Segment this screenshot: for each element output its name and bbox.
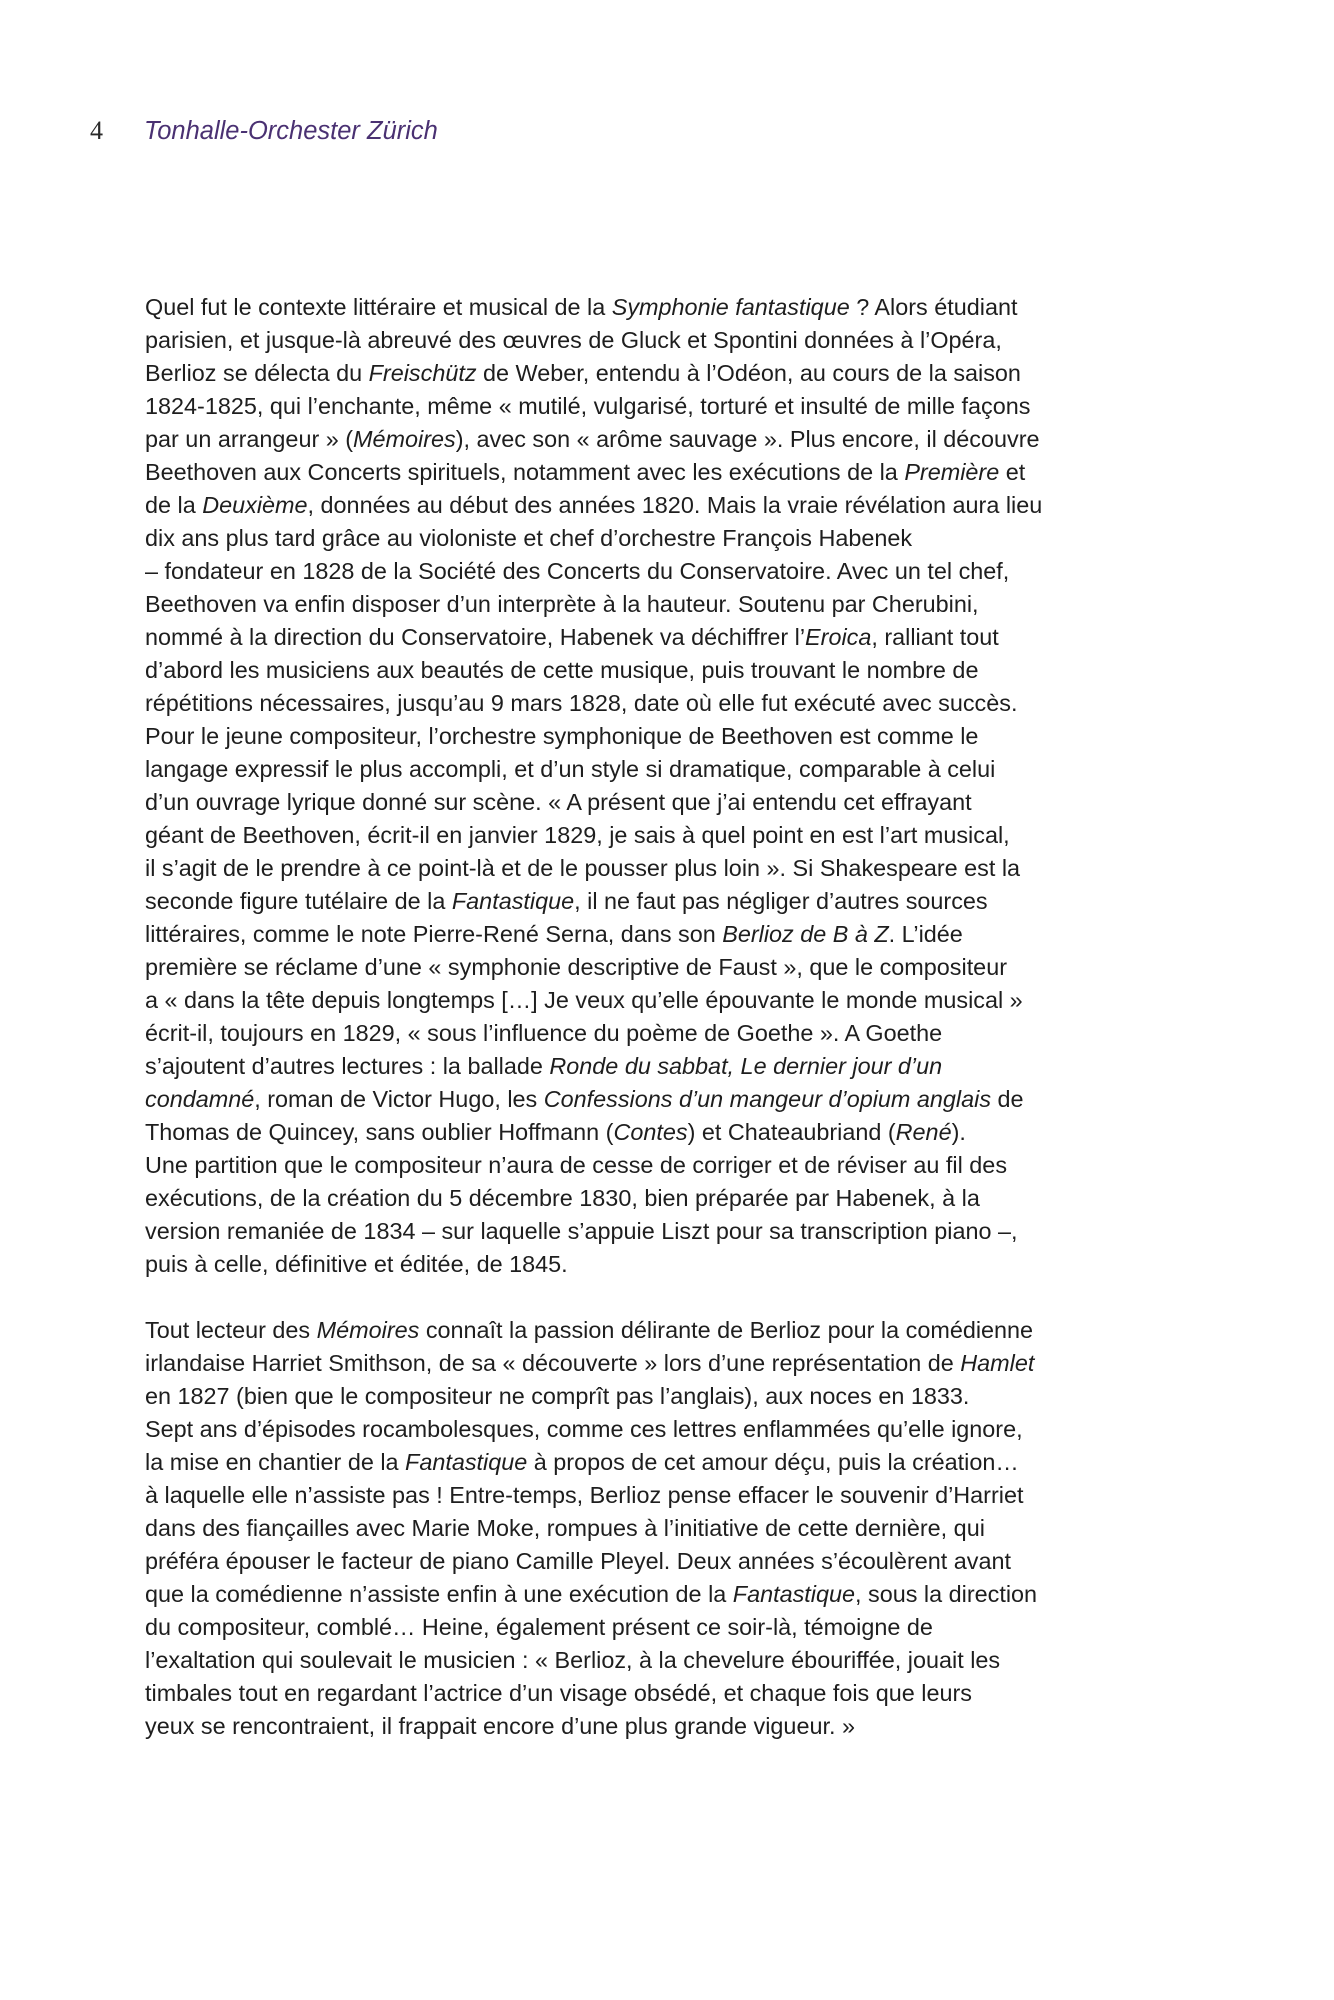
text-run: parisien, et jusque-là abreuvé des œuvres de Gluck et Spontini données à l’Opéra, [145,327,1002,353]
text-run: nommé à la direction du Conservatoire, Habenek va déchiffrer l’ [145,624,806,650]
italic-run: Mémoires [316,1317,420,1343]
text-run: du compositeur, comblé… Heine, également présent ce soir-là, témoigne de [145,1614,933,1640]
text-run: , il ne faut pas négliger d’autres sources [574,888,988,914]
italic-run: Fantastique [405,1449,528,1475]
text-run: ? Alors étudiant [849,294,1018,320]
text-line [145,786,1195,819]
text-run: ) et Chateaubriand ( [687,1119,896,1145]
header-title: Tonhalle-Orchester Zürich [144,117,438,145]
text-run: répétitions nécessaires, jusqu’au 9 mars 1828, date où elle fut exécuté avec succès. [145,690,1018,716]
text-line [145,1380,1195,1413]
text-run: dans des fiançailles avec Marie Moke, rompues à l’initiative de cette dernière, qui [145,1515,985,1541]
text-run: puis à celle, définitive et éditée, de 1845. [145,1251,568,1277]
italic-run: Eroica [805,624,872,650]
italic-run: René [895,1119,952,1145]
italic-run: Freischütz [368,360,477,386]
text-line [145,885,1195,918]
paragraph [145,291,1195,1281]
text-run: à propos de cet amour déçu, puis la création… [527,1449,1019,1475]
text-line [145,951,1195,984]
text-run: Berlioz se délecta du [145,360,369,386]
text-line [145,1677,1195,1710]
text-line [145,918,1195,951]
text-run: – fondateur en 1828 de la Société des Concerts du Conservatoire. Avec un tel chef, [145,558,1010,584]
text-run: , ralliant tout [871,624,999,650]
text-run: Thomas de Quincey, sans oublier Hoffmann ( [145,1119,614,1145]
italic-run: Première [904,459,1000,485]
italic-run: Fantastique [451,888,575,914]
text-line [145,852,1195,885]
text-run: il s’agit de le prendre à ce point-là et de le pousser plus loin ». Si Shakespeare est la [145,855,1021,881]
text-run: version remaniée de 1834 – sur laquelle s’appuie Liszt pour sa transcription piano –, [145,1218,1018,1244]
text-line [145,357,1195,390]
text-run: yeux se rencontraient, il frappait encore d’une plus grande vigueur. » [145,1713,855,1739]
text-line [145,1479,1195,1512]
text-run: , données au début des années 1820. Mais la vraie révélation aura lieu [307,492,1043,518]
text-line [145,984,1195,1017]
text-run: l’exaltation qui soulevait le musicien : « Berlioz, à la chevelure ébouriffée, jouait les [145,1647,1001,1673]
text-line [145,720,1195,753]
italic-run: Berlioz de B à Z [722,921,889,947]
text-run: ). [951,1119,966,1145]
text-run: exécutions, de la création du 5 décembre 1830, bien préparée par Habenek, à la [145,1185,980,1211]
text-run: d’abord les musiciens aux beautés de cette musique, puis trouvant le nombre de [145,657,979,683]
text-run: Tout lecteur des [145,1317,317,1343]
text-line [145,654,1195,687]
text-line [145,324,1195,357]
text-line [145,1644,1195,1677]
body-text [145,291,1195,1743]
italic-run: Confessions d’un mangeur d’opium anglais [543,1086,992,1112]
running-head [90,116,438,156]
text-run: seconde figure tutélaire de la [145,888,452,914]
text-run: que la comédienne n’assiste enfin à une exécution de la [145,1581,733,1607]
italic-run: Fantastique [732,1581,856,1607]
paragraph-gap [145,1281,1195,1314]
text-run: la mise en chantier de la [145,1449,406,1475]
text-line [145,1611,1195,1644]
text-run: . L’idée [888,921,963,947]
text-line [145,522,1195,555]
text-line [145,1248,1195,1281]
text-run: s’ajoutent d’autres lectures : la ballade [145,1053,550,1079]
text-run: littéraires, comme le note Pierre-René Serna, dans son [145,921,723,947]
text-run: irlandaise Harriet Smithson, de sa « découverte » lors d’une représentation de [145,1350,961,1376]
text-line [145,588,1195,621]
text-line [145,687,1195,720]
text-run: écrit-il, toujours en 1829, « sous l’influence du poème de Goethe ». A Goethe [145,1020,943,1046]
text-run: timbales tout en regardant l’actrice d’un visage obsédé, et chaque fois que leurs [145,1680,972,1706]
text-run: première se réclame d’une « symphonie descriptive de Faust », que le compositeur [145,954,1007,980]
text-run: Une partition que le compositeur n’aura de cesse de corriger et de réviser au fil des [145,1152,1008,1178]
text-line [145,1083,1195,1116]
text-run: d’un ouvrage lyrique donné sur scène. « A présent que j’ai entendu cet effrayant [145,789,972,815]
text-line [145,1545,1195,1578]
text-run: de la [145,492,203,518]
text-line [145,489,1195,522]
text-line [145,1149,1195,1182]
text-run: préféra épouser le facteur de piano Camille Pleyel. Deux années s’écoulèrent avant [145,1548,1011,1574]
text-run: de Weber, entendu à l’Odéon, au cours de la saison [476,360,1021,386]
text-line [145,1710,1195,1743]
text-run: par un arrangeur » ( [145,426,354,452]
text-line [145,1116,1195,1149]
text-line [145,423,1195,456]
text-run: et [999,459,1026,485]
italic-run: Hamlet [960,1350,1035,1376]
text-line [145,456,1195,489]
text-line [145,291,1195,324]
text-run: Pour le jeune compositeur, l’orchestre symphonique de Beethoven est comme le [145,723,979,749]
text-run: ), avec son « arôme sauvage ». Plus encore, il découvre [455,426,1040,452]
text-line [145,1314,1195,1347]
italic-run: Deuxième [202,492,308,518]
text-line [145,621,1195,654]
paragraph [145,1314,1195,1743]
italic-run: condamné [145,1086,255,1112]
italic-run: Ronde du sabbat, Le dernier jour d’un [549,1053,943,1079]
italic-run: Mémoires [353,426,456,452]
text-line [145,1347,1195,1380]
text-run: Beethoven aux Concerts spirituels, notamment avec les exécutions de la [145,459,905,485]
text-run: , roman de Victor Hugo, les [254,1086,544,1112]
text-run: en 1827 (bien que le compositeur ne comprît pas l’anglais), aux noces en 1833. [145,1383,970,1409]
text-line [145,1578,1195,1611]
text-run: de [991,1086,1024,1112]
text-run: dix ans plus tard grâce au violoniste et chef d’orchestre François Habenek [145,525,913,551]
italic-run: Contes [613,1119,688,1145]
text-line [145,1182,1195,1215]
text-line [145,1446,1195,1479]
text-line [145,1050,1195,1083]
text-run: 1824-1825, qui l’enchante, même « mutilé, vulgarisé, torturé et insulté de mille façons [145,393,1031,419]
text-run: , sous la direction [855,1581,1038,1607]
text-line [145,1017,1195,1050]
text-run: langage expressif le plus accompli, et d’un style si dramatique, comparable à celui [145,756,996,782]
text-line [145,753,1195,786]
text-line [145,819,1195,852]
text-run: a « dans la tête depuis longtemps […] Je veux qu’elle épouvante le monde musical » [145,987,1023,1013]
text-run: Sept ans d’épisodes rocambolesques, comme ces lettres enflammées qu’elle ignore, [145,1416,1023,1442]
text-run: connaît la passion délirante de Berlioz pour la comédienne [419,1317,1034,1343]
text-run: Quel fut le contexte littéraire et musical de la [145,294,612,320]
text-run: à laquelle elle n’assiste pas ! Entre-temps, Berlioz pense effacer le souvenir d’Harriet [145,1482,1024,1508]
text-run: Beethoven va enfin disposer d’un interprète à la hauteur. Soutenu par Cherubini, [145,591,979,617]
text-line [145,1512,1195,1545]
page-number: 4 [90,116,103,145]
text-line [145,1413,1195,1446]
text-line [145,1215,1195,1248]
italic-run: Symphonie fantastique [611,294,850,320]
text-line [145,555,1195,588]
text-line [145,390,1195,423]
text-run: géant de Beethoven, écrit-il en janvier 1829, je sais à quel point en est l’art musical, [145,822,1010,848]
